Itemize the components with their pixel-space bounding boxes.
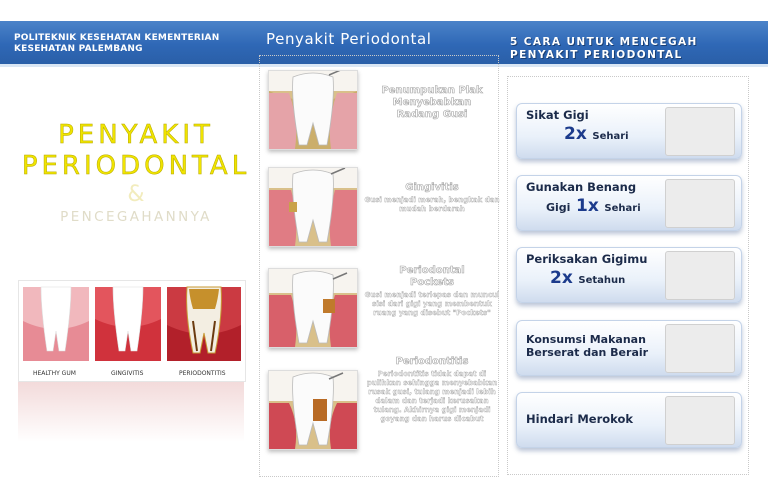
periodontitis-image: [268, 370, 358, 450]
main-title: [20, 120, 252, 226]
tip-food-image-placeholder: [665, 324, 735, 373]
stage-plaque: [362, 85, 502, 121]
tip-brush-frequency: [564, 124, 666, 144]
tip-card-smoking: [516, 392, 742, 448]
stage-gingivitis-desc: Gusi menjadi merah, bengkak dan mudah berdarah: [364, 196, 500, 213]
stage-gingivitis-title: Gingivitis: [405, 182, 459, 193]
stage-periodontitis-title: Periodontitis: [395, 356, 469, 367]
center-title: Penyakit Periodontal: [266, 30, 432, 48]
tip-floss-image-placeholder: [665, 179, 735, 228]
stage-pockets: [362, 265, 502, 318]
stage-pockets-subtitle: Pockets: [409, 277, 455, 288]
tip-brush-count: 2x: [564, 124, 587, 144]
stage-gingivitis: [362, 182, 502, 214]
institution-line-1: POLITEKNIK KESEHATAN KEMENTERIAN: [14, 33, 220, 43]
tip-food-line-1: Konsumsi Makanan: [526, 333, 646, 346]
institution-name: [14, 33, 259, 55]
plaque-buildup-image: [268, 70, 358, 150]
tip-checkup-count: 2x: [550, 268, 573, 288]
prevention-heading-line-1: 5 CARA UNTUK MENCEGAH: [510, 36, 698, 48]
tip-checkup-period: Setahun: [578, 275, 626, 286]
stage-periodontitis: [362, 356, 502, 424]
stage-pockets-desc: Gusi menjadi terlepas dan muncul sisi dari gigi yang membentuk ruang yang disebut "Pockets": [364, 291, 500, 317]
gingivitis-image: [268, 167, 358, 247]
tip-food-line-2: Berserat dan Berair: [526, 346, 649, 359]
tip-floss-count: 1x: [576, 196, 599, 216]
tip-floss-text: [526, 180, 666, 216]
stage-periodontitis-desc: Periodontitis tidak dapat di pulihkan sehingga menyebabkan rusak gusi, tulang menjadi lebih dalam dan terjadi kerusakan tulang. Akhirnya gigi menjadi goyang dan harus dicabut: [366, 370, 498, 423]
tip-checkup-frequency: [550, 268, 666, 288]
stage-plaque-subtitle: Menyebabkan: [392, 97, 472, 108]
institution-line-2: KESEHATAN PALEMBANG: [14, 44, 143, 54]
title-line-1: PENYAKIT: [58, 120, 214, 150]
tip-floss-frequency: [546, 196, 666, 216]
label-healthy-gum: HEALTHY GUM: [33, 370, 76, 377]
tip-card-brush: [516, 103, 742, 159]
tip-card-food: [516, 320, 742, 376]
label-periodontitis: PERIODONTITIS: [179, 370, 226, 377]
periodontal-pockets-image: [268, 268, 358, 348]
tip-floss-period: Sehari: [604, 203, 641, 214]
tip-checkup-image-placeholder: [665, 251, 735, 300]
tip-floss-prefix: Gigi: [546, 201, 571, 214]
tip-smoking-label: Hindari Merokok: [526, 412, 634, 426]
tip-card-checkup: [516, 247, 742, 303]
tip-food-text: [526, 333, 666, 359]
title-ampersand: &: [127, 182, 145, 207]
stage-plaque-title: Penumpukan Plak: [381, 85, 483, 96]
prevention-heading-line-2: PENYAKIT PERIODONTAL: [510, 49, 683, 61]
tip-card-floss: [516, 175, 742, 231]
tip-floss-label: Gunakan Benang: [526, 180, 637, 194]
image-reflection: [18, 382, 244, 442]
prevention-heading: [510, 36, 750, 62]
title-line-3: PENCEGAHANNYA: [60, 209, 212, 225]
tip-smoking-image-placeholder: [665, 396, 735, 445]
stage-pockets-title: Periodontal: [399, 265, 465, 276]
tip-brush-period: Sehari: [592, 131, 629, 142]
tip-brush-text: [526, 108, 666, 144]
title-line-2: PERIODONTAL: [21, 151, 251, 181]
gum-comparison-image: [18, 280, 246, 382]
tip-smoking-text: [526, 412, 666, 426]
tip-checkup-text: [526, 252, 666, 288]
tip-brush-image-placeholder: [665, 107, 735, 156]
label-gingivitis: GINGIVITIS: [111, 370, 144, 377]
tip-brush-label: Sikat Gigi: [526, 108, 589, 122]
stage-plaque-subtitle-2: Radang Gusi: [396, 109, 468, 120]
tip-checkup-label: Periksakan Gigimu: [526, 252, 648, 266]
